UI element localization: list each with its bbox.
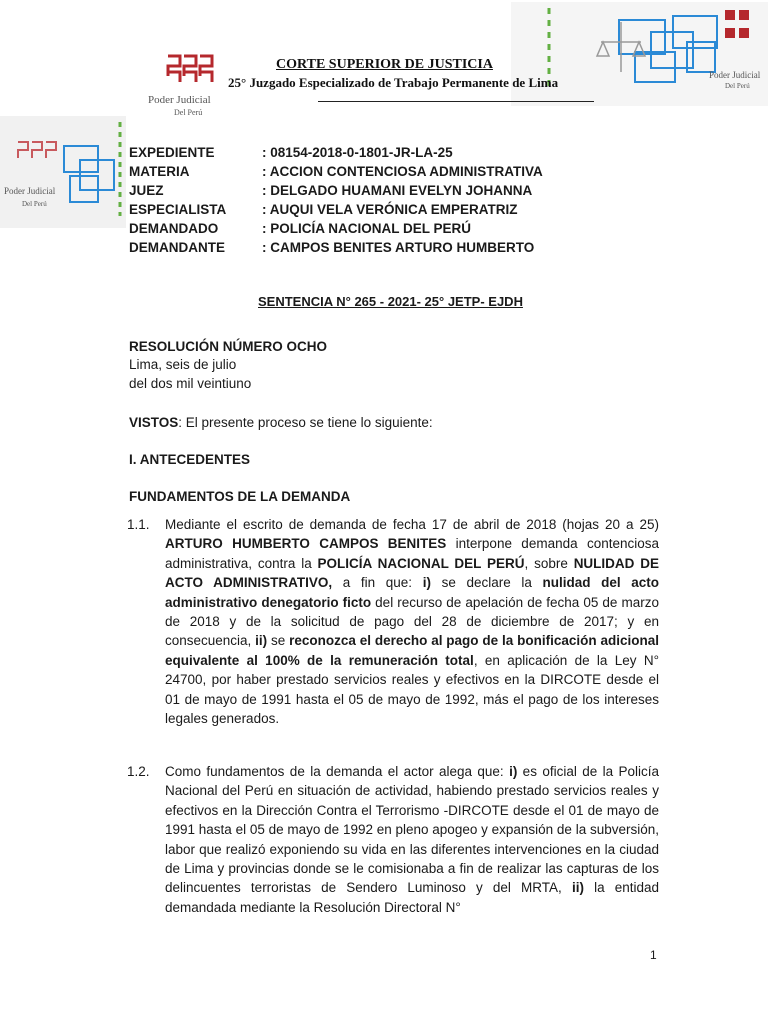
- page-number: 1: [650, 948, 657, 962]
- court-subtitle: 25° Juzgado Especializado de Trabajo Permanente de Lima: [228, 75, 559, 90]
- para-bold: nulidad del acto administrativo denegatorio ficto: [165, 575, 660, 610]
- para-bold: NULIDAD DE ACTO ADMINISTRATIVO,: [165, 555, 660, 591]
- court-title: CORTE SUPERIOR DE JUSTICIA: [276, 57, 493, 72]
- para-bold: ii): [255, 633, 268, 649]
- paragraph-number: 1.2.: [127, 764, 150, 779]
- case-value: : AUQUI VELA VERÓNICA EMPERATRIZ: [262, 202, 518, 217]
- para-text: del recurso de apelación de fecha 05 de marzo de 2018 y de la solicitud de pago del 28 de diciembre de 2017; y en consecuencia,: [165, 594, 659, 649]
- subsection-title: FUNDAMENTOS DE LA DEMANDA: [129, 489, 351, 504]
- para-text: Como fundamentos de la demanda el actor alega que:: [165, 764, 510, 779]
- top-logo-text-2: Del Perú: [725, 82, 750, 90]
- para-text: la entidad demandada mediante la Resolución Directoral N°: [165, 880, 659, 915]
- para-text: a fin que:: [332, 575, 423, 591]
- main-logo-text-2: Del Perú: [174, 108, 203, 117]
- case-label: DEMANDADO: [129, 221, 219, 236]
- paragraph-1-2: [127, 762, 659, 917]
- case-label: MATERIA: [129, 164, 190, 179]
- vistos-label: VISTOS: [129, 415, 179, 430]
- case-label: ESPECIALISTA: [129, 202, 227, 217]
- side-logo-text-2: Del Perú: [22, 200, 47, 208]
- para-bold: reconozca el derecho al pago de la bonificación adicional equivalente al 100% de la remuneración total: [165, 633, 659, 668]
- main-logo-text-1: Poder Judicial: [148, 94, 211, 106]
- header-divider: [318, 101, 594, 102]
- case-value: : CAMPOS BENITES ARTURO HUMBERTO: [262, 240, 535, 255]
- para-bold: i): [422, 575, 431, 591]
- vistos-line: [129, 413, 433, 432]
- main-logo: [148, 50, 230, 118]
- para-bold: ii): [571, 880, 584, 896]
- section-title: I. ANTECEDENTES: [129, 452, 251, 467]
- para-bold: POLICÍA NACIONAL DEL PERÚ: [317, 555, 525, 571]
- para-text: se declare la: [430, 575, 543, 591]
- case-value: : 08154-2018-0-1801-JR-LA-25: [262, 145, 453, 160]
- para-bold: i): [509, 764, 518, 779]
- poder-judicial-emblem-icon: [0, 116, 126, 228]
- case-label: JUEZ: [129, 183, 164, 198]
- para-text: se: [267, 633, 290, 649]
- side-logo: [0, 116, 126, 228]
- resolucion-title: RESOLUCIÓN NÚMERO OCHO: [129, 339, 328, 354]
- paragraph-number: 1.1.: [127, 517, 150, 532]
- para-text: , en aplicación de la Ley N° 24700, por haber prestado servicios reales y efectivos en la DIRCOTE desde el 01 de mayo de 1991 hasta el 05 de mayo de 1992, más el pago de los intereses legales generados.: [165, 652, 660, 727]
- para-text: , sobre: [524, 555, 574, 571]
- vistos-text: : El presente proceso se tiene lo siguiente:: [178, 415, 433, 430]
- resolucion-year: del dos mil veintiuno: [129, 376, 252, 391]
- para-text: Mediante el escrito de demanda de fecha 17 de abril de 2018 (hojas 20 a 25): [165, 517, 659, 532]
- resolucion-place-date: Lima, seis de julio: [129, 357, 237, 372]
- top-logo-text-1: Poder Judicial: [709, 70, 761, 80]
- poder-judicial-logo-icon: [148, 50, 230, 92]
- case-value: : DELGADO HUAMANI EVELYN JOHANNA: [262, 183, 533, 198]
- case-value: : POLICÍA NACIONAL DEL PERÚ: [262, 221, 472, 236]
- para-bold: ARTURO HUMBERTO CAMPOS BENITES: [165, 536, 447, 552]
- paragraph-1-1: [127, 515, 660, 728]
- case-value: : ACCION CONTENCIOSA ADMINISTRATIVA: [262, 164, 543, 179]
- case-label: DEMANDANTE: [129, 240, 225, 255]
- sentencia-number: SENTENCIA N° 265 - 2021- 25° JETP- EJDH: [258, 294, 523, 309]
- para-text: interpone demanda contenciosa administrativa, contra la: [165, 536, 659, 571]
- para-text: es oficial de la Policía Nacional del Perú en situación de actividad, habiendo prestado servicios reales y efectivos en la Dirección Contra el Terrorismo -DIRCOTE desde el 01 de mayo de 1991 hasta el 05 de mayo de 1992 en pleno apogeo y expansión de la subversión, labor que realizó exponiendo su vida en las diferentes intervenciones en la ciudad de Lima y provincias donde se le comisionaba a fin de realizar las capturas de los delincuentes terroristas de Sendero Luminoso y del MRTA,: [165, 764, 659, 896]
- case-label: EXPEDIENTE: [129, 145, 215, 160]
- side-logo-text-1: Poder Judicial: [4, 186, 56, 196]
